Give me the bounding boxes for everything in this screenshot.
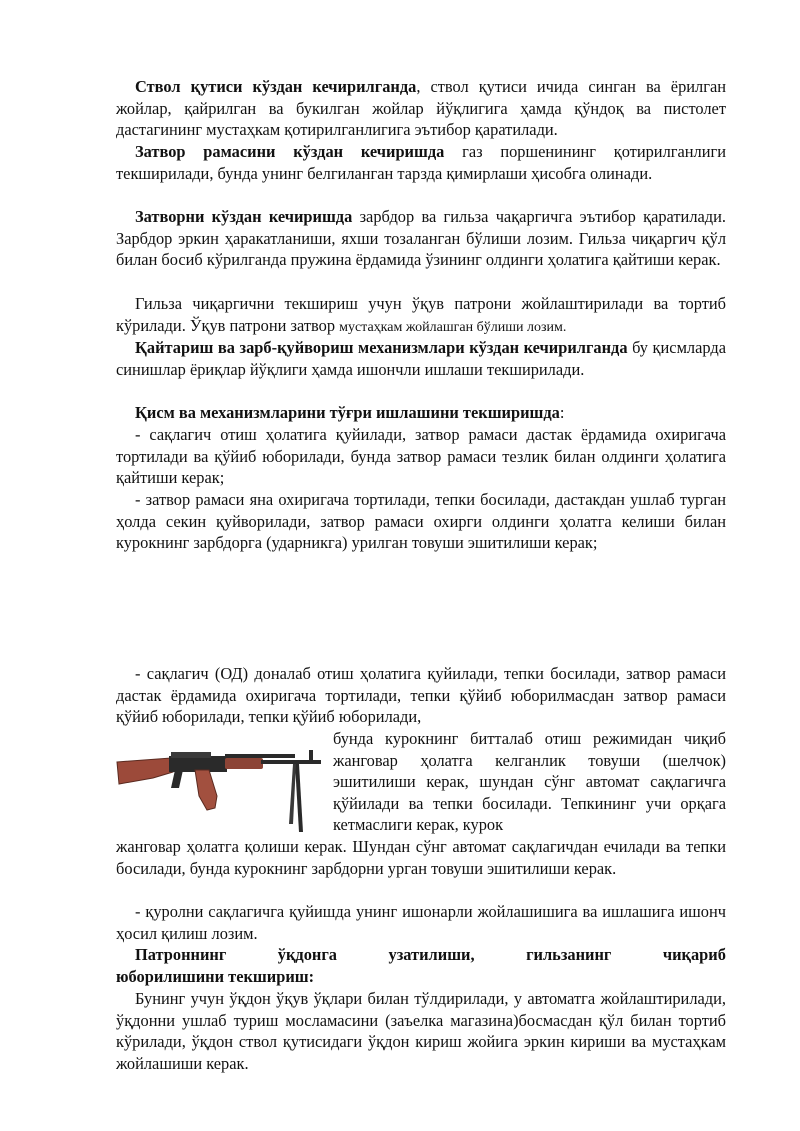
paragraph-extractor [116,293,726,338]
heading-word: ўқдонга [277,945,338,964]
paragraph-bolt-carrier [116,141,726,184]
machine-gun-icon [113,744,325,836]
list-item-hammer: - затвор рамаси яна охиригача тортилади, тепки босилади, дастакдан ушлаб турган ҳолда секин қуйворилади, затвор рамаси охирги олдинги ҳолатга келиши билан курокнинг зарбдорга (ударникга) урилган товуши эшитилиши керак; [116,490,726,553]
list-item-safety: - сақлагич отиш ҳолатига қуйилади, затвор рамаси дастак ёрдамида охиригача тортилади ва қўйиб юборилади, бунда затвор рамаси тезлик билан олдинги ҳолатига қайтиши керак; [116,425,726,488]
paragraph-text: бу қисмларда синишлар ёриқлар йўқлиги ҳамда ишончли ишлаши текширилади. [116,338,726,379]
heading-word: гильзанинг [526,945,612,964]
term-bolt-carrier: Затвор рамасини кўздан кечиришда [135,142,445,161]
paragraph-bolt [116,206,726,271]
section-heading-feed-line2: юборилишини текшириш: [116,967,315,986]
paragraph-mechanisms [116,337,726,380]
paragraph-text: Гильза чиқаргични текшириш учун ўқув патрони жойлаштирилади ва тортиб кўрилади. Ўқув патрони затвор [116,294,726,335]
paragraph-text: , ствол қутиси ичида синган ва ёрилган жойлар, қайрилган ва букилган жойлар йўқлигига ҳамда қўндоқ ва пистолет дастагининг мустаҳкам қотирилганлигига эътибор қаратилади. [116,77,726,140]
paragraph-check-heading [116,402,726,424]
term-barrel-box: Ствол қутиси кўздан кечирилганда [135,77,417,96]
paragraph-barrel-box [116,76,726,141]
heading-word: чиқариб [662,945,726,964]
list-item-single-fire: - сақлагич (ОД) доналаб отиш ҳолатига қуйилади, тепки босилади, затвор рамаси дастак ёрдамида охиригача тортилади, тепки қўйиб юборилмасдан затвор рамаси қўйиб юборилади, тепки қўйиб юборилади, [116,664,726,727]
heading-word: Патроннинг [135,945,227,964]
term-mechanisms: Қайтариш ва зарб-қуйвориш механизмлари кўздан кечирилганда [135,338,628,357]
list-item-single-fire-end: жанговар ҳолатга қолиши керак. Шундан сўнг автомат сақлагичдан ечилади ва тепки босилади, бунда курокнинг зарбдорни урган товуши эшитилиши керак. [116,837,726,878]
heading-word: узатилиши, [388,945,475,964]
paragraph-text: : [559,403,565,422]
machine-gun-drawing [113,744,325,836]
paragraph-text: зарбдор ва гильза чақаргичга эътибор қаратилади. Зарбдор эркин ҳаракатланиши, яхши тозаланган бўлиши лозим. Гильза чиқаргич қўл билан босиб кўрилганда пружина ёрдамида ўзининг олдинги ҳолатига қайтиши керак. [116,207,726,270]
paragraph-magazine: Бунинг учун ўқдон ўқув ўқлари билан тўлдирилади, у автоматга жойлаштирилади, ўқдонни ушлаб туриш мосламасини (заъелка магазина)босмасдан қўл билан тортиб кўрилади, ўқдон ствол қутисидаги ўқдон кириш жойига эркин кириши ва мустаҳкам жойлашиши керак. [116,989,726,1073]
section-heading-feed [116,944,726,966]
term-bolt: Затворни кўздан кечиришда [135,207,353,226]
paragraph-text: газ поршенининг қотирилганлиги текширилади, бунда унинг белгиланган тарзда қимирлаши ҳисобга олинади. [116,142,726,183]
list-item-single-fire-cont: бунда курокнинг битталаб отиш режимидан чиқиб жанговар ҳолатга келганлик товуши (шелчок) эшитилиши керак, шундан сўнг автомат сақлагичга қўйилади ва тепки босилади. Тепкининг учи орқага кетмаслиги керак, курок [333,729,726,835]
term-check: Қисм ва механизмларини тўғри ишлашини текширишда [135,403,560,422]
paragraph-small-text: мустаҳкам жойлашган бўлиши лозим. [339,319,567,335]
list-item-safety-check: - қуролни сақлагичга қуйишда унинг ишонарли жойлашишига ва ишлашига ишонч ҳосил қилиш лозим. [116,902,726,943]
